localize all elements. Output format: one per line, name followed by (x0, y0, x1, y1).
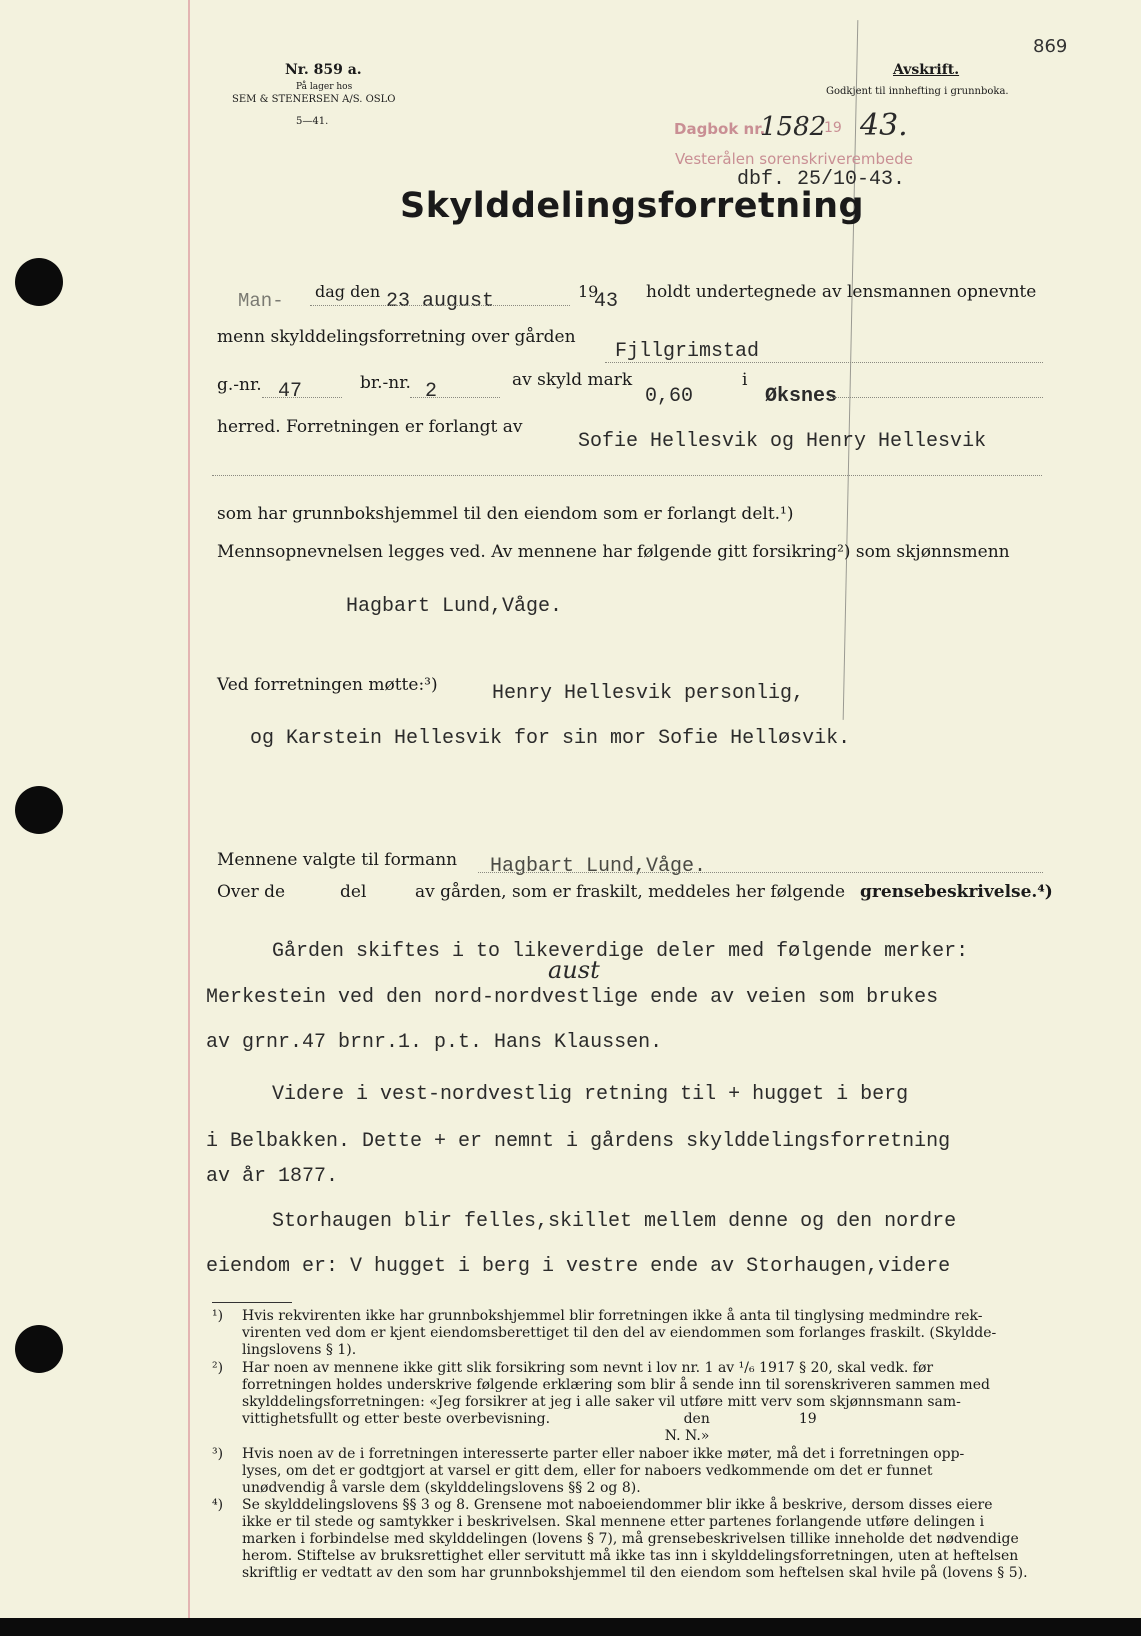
motte-person-1: Henry Hellesvik personlig, (492, 682, 805, 705)
date: 23 august (386, 290, 495, 313)
gnr-value: 47 (278, 380, 303, 403)
formann-label: Mennene valgte til formann (217, 850, 458, 870)
footnote-line: ikke er til stede og samtykker i beskrivelsen. Skal mennene etter partenes forlangende utføre delingen i (242, 1514, 985, 1530)
herred-text: herred. Forretningen er forlangt av (217, 417, 523, 437)
brnr-value: 2 (425, 380, 438, 403)
footnote-line: lingslovens § 1). (242, 1342, 357, 1358)
avskrift-approval: Godkjent til innhefting i grunnboka. (826, 86, 1009, 97)
formann: Hagbart Lund,Våge. (490, 855, 707, 878)
footnote-line: marken i forbindelse med skylddelingen (lovens § 7), må grensebeskrivelsen tillike inneholde det nødvendige (242, 1531, 1019, 1547)
motte-label: Ved forretningen møtte:³) (217, 675, 438, 695)
footnote-line: Hvis rekvirenten ikke har grunnbokshjemmel blir forretningen ikke å anta til tinglysing medmindre rek- (242, 1308, 983, 1324)
gnr-label: g.-nr. (217, 375, 262, 395)
footnote-line: skriftlig er vedtatt av den som har grunnbokshjemmel til den eiendom som heftelsen skal hvile på (lovens § 5). (242, 1565, 1028, 1581)
handwritten-correction: aust (548, 956, 600, 984)
form-number: Nr. 859 a. (285, 62, 362, 78)
municipality: Øksnes (765, 385, 838, 408)
motte-person-2: og Karstein Hellesvik for sin mor Sofie Helløsvik. (250, 727, 851, 750)
stamp-year-prefix: 19 (824, 120, 842, 136)
punch-hole (15, 786, 63, 834)
grense-label: grensebeskrivelse.⁴) (860, 882, 1053, 902)
hjemmel-text: som har grunnbokshjemmel til den eiendom som er forlangt delt.¹) (217, 504, 794, 524)
over-de-label: Over de (217, 882, 286, 902)
footnote-line: Hvis noen av de i forretningen interesserte parter eller naboer ikke møter, må det i forretningen opp- (242, 1446, 965, 1462)
dbf-note: dbf. 25/10-43. (737, 168, 906, 191)
avskrift-label: Avskrift. (893, 62, 960, 78)
i-label: i (742, 370, 748, 390)
skjonnsmenn: Hagbart Lund,Våge. (346, 595, 563, 618)
footnote-line: Se skylddelingslovens §§ 3 og 8. Grensene mot naboeiendommer blir ikke å beskrive, dersom disses eiere (242, 1497, 993, 1513)
footnote-line: unødvendig å varsle dem (skylddelingslovens §§ 2 og 8). (242, 1480, 641, 1496)
description-line: Videre i vest-nordvestlig retning til + hugget i berg (272, 1083, 909, 1106)
requested-by: Sofie Hellesvik og Henry Hellesvik (578, 430, 987, 453)
year: 43 (594, 290, 619, 313)
description-line: Storhaugen blir felles,skillet mellem denne og den nordre (272, 1210, 957, 1233)
description-line: av år 1877. (206, 1165, 339, 1188)
year-prefix: 19 (578, 282, 599, 301)
footnote-line: N. N.» (242, 1428, 710, 1444)
footnote-line: virenten ved dom er kjent eiendomsberettiget til den del av eiendommen som forlanges fraskilt. (Skyldde- (242, 1325, 997, 1341)
description-line: av grnr.47 brnr.1. p.t. Hans Klaussen. (206, 1031, 663, 1054)
stamp-office: Vesterålen sorenskriverembede (675, 150, 913, 168)
description-line: i Belbakken. Dette + er nemnt i gårdens skylddelingsforretning (206, 1130, 951, 1153)
skyld-value: 0,60 (645, 385, 694, 408)
footnote-line: forretningen holdes underskrive følgende erklæring som blir å sende inn til sorenskriveren sammen med (242, 1377, 990, 1393)
margin-line (188, 0, 190, 1618)
stamp-dagbok-label: Dagbok nr. (674, 120, 766, 138)
punch-hole (15, 1325, 63, 1373)
footnote-number: ³) (212, 1446, 224, 1462)
fraskilt-text: av gården, som er fraskilt, meddeles her følgende (415, 882, 846, 902)
form-publisher: SEM & STENERSEN A/S. OSLO (232, 94, 396, 105)
footnote-line: herom. Stiftelse av bruksrettighet eller servitutt må ikke tas inn i skylddelingsforretningen, uten at heftelsen (242, 1548, 1019, 1564)
footnote-number: ¹) (212, 1308, 224, 1324)
form-edition: 5—41. (296, 116, 329, 127)
crease-line (843, 20, 859, 720)
stamp-year: 43. (860, 108, 908, 143)
page-number: 869 (1033, 36, 1068, 57)
holdt-text: holdt undertegnede av lensmannen opnevnte (646, 282, 1037, 302)
farm-name: Fjllgrimstad (615, 340, 760, 363)
description-line: Merkestein ved den nord-nordvestlige ende av veien som brukes (206, 986, 939, 1009)
footnote-rule (212, 1302, 292, 1303)
footnote-line: lyses, om det er godtgjort at varsel er gitt dem, eller for naboers vedkommende om det er funnet (242, 1463, 933, 1479)
page-title: Skylddelingsforretning (400, 186, 865, 226)
stamp-dagbok-number: 1582 (760, 112, 827, 142)
footnote-number: ²) (212, 1360, 224, 1376)
skyld-label: av skyld mark (512, 370, 633, 390)
weekday: Man- (238, 290, 284, 312)
description-line: Gården skiftes i to likeverdige deler med følgende merker: (272, 940, 969, 963)
dag-den-label: dag den (315, 282, 381, 301)
form-sold-at: På lager hos (296, 82, 353, 92)
footnote-line: skylddelingsforretningen: «Jeg forsikrer at jeg i alle saker vil utføre mitt verv som skjønnsmann sam- (242, 1394, 961, 1410)
footnote-line: Har noen av mennene ikke gitt slik forsikring som nevnt i lov nr. 1 av ¹/₆ 1917 § 20, skal vedk. før (242, 1360, 934, 1376)
del-label: del (340, 882, 367, 902)
footnote-line: vittighetsfullt og etter beste overbevisning. den 19 (242, 1411, 817, 1427)
punch-hole (15, 258, 63, 306)
mennsop-text: Mennsopnevnelsen legges ved. Av mennene har følgende gitt forsikring²) som skjønnsmenn (217, 542, 1010, 562)
menn-text: menn skylddelingsforretning over gården (217, 327, 576, 347)
brnr-label: br.-nr. (360, 373, 411, 393)
description-line: eiendom er: V hugget i berg i vestre ende av Storhaugen,videre (206, 1255, 951, 1278)
footnote-number: ⁴) (212, 1497, 224, 1513)
